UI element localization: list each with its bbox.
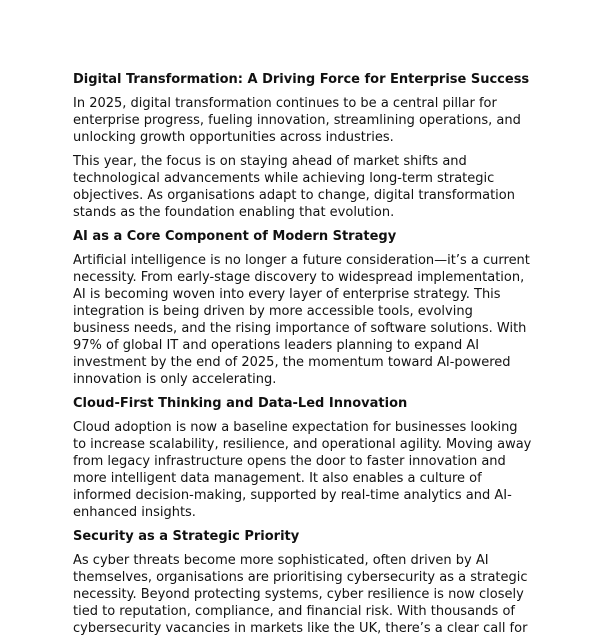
section-heading-security: Security as a Strategic Priority [73, 529, 300, 544]
section-body-security: As cyber threats become more sophisticated, often driven by AI themselves, organisations are prioritising cybersecurity as a strategic necessity. Beyond protecting systems, cyber resilience is now closely tied to reputation, compliance, and financial risk. With thousands of cybersecurity vacancies in markets like the UK, there’s a clear call for [73, 553, 528, 636]
document-title: Digital Transformation: A Driving Force for Enterprise Success [73, 72, 530, 87]
document-content [73, 71, 533, 644]
section-heading-cloud: Cloud-First Thinking and Data-Led Innovation [73, 396, 408, 411]
section-heading-ai: AI as a Core Component of Modern Strategy [73, 229, 397, 244]
section-body-cloud: Cloud adoption is now a baseline expectation for businesses looking to increase scalability, resilience, and operational agility. Moving away from legacy infrastructure opens the door to faster innovation and more intelligent data management. It also enables a culture of informed decision-making, supported by real-time analytics and AI-enhanced insights. [73, 420, 532, 520]
intro-paragraph-1: In 2025, digital transformation continues to be a central pillar for enterprise progress, fueling innovation, streamlining operations, and unlocking growth opportunities across industries. [73, 96, 521, 145]
intro-paragraph-2: This year, the focus is on staying ahead of market shifts and technological advancements while achieving long-term strategic objectives. As organisations adapt to change, digital transformation stands as the foundation enabling that evolution. [73, 154, 515, 220]
section-body-ai: Artificial intelligence is no longer a future consideration—it’s a current necessity. From early-stage discovery to widespread implementation, AI is becoming woven into every layer of enterprise strategy. This integration is being driven by more accessible tools, evolving business needs, and the rising importance of software solutions. With 97% of global IT and operations leaders planning to expand AI investment by the end of 2025, the momentum toward AI-powered innovation is only accelerating. [73, 253, 530, 387]
